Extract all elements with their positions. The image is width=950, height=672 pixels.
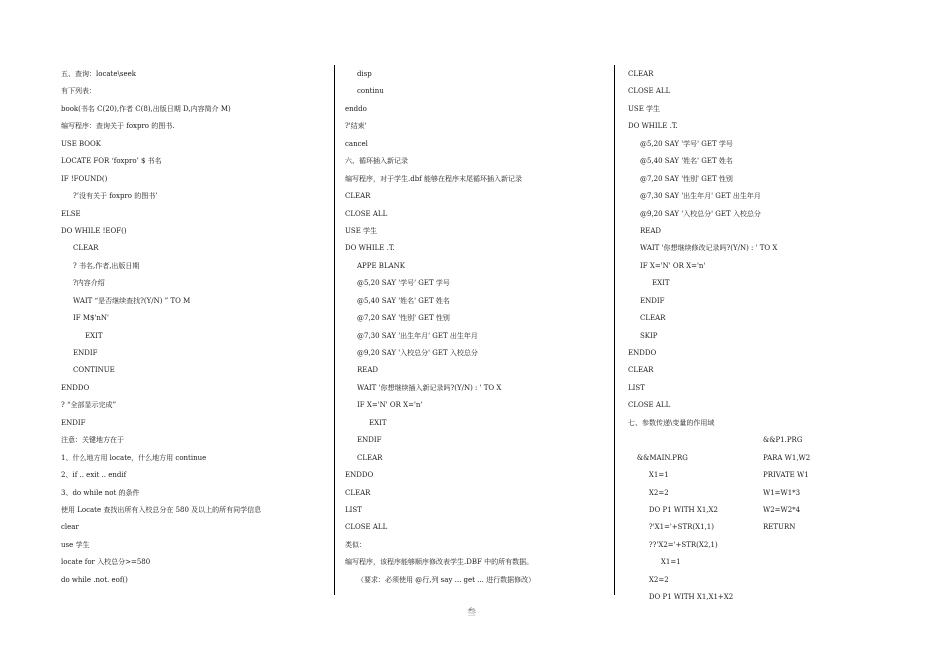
main-prg-code: &&MAIN.PRG [636, 453, 688, 462]
text-line: 1、什么地方用 locate，什么地方用 continue [61, 453, 207, 462]
text-line: CLEAR [628, 70, 654, 78]
text-line: CLEAR [357, 453, 383, 462]
main-prg-code: X1=1 [660, 558, 681, 567]
main-prg-code: ?'X1='+STR(X1,1) [648, 523, 714, 532]
text-line: 七、参数传递\变量的作用域 [628, 418, 715, 427]
p1-prg-code: PARA W1,W2 [763, 453, 811, 462]
text-line: @5,20 SAY '学号' GET 学号 [357, 279, 450, 288]
main-prg-code: DO P1 WITH X1,X2 [648, 505, 718, 514]
text-line: use 学生 [61, 540, 90, 549]
text-line: READ [640, 226, 662, 235]
p1-prg-code: W2=W2*4 [763, 505, 801, 514]
text-line: ?内容介绍 [73, 279, 105, 288]
text-line: IF X='N' OR X='n' [640, 261, 706, 270]
text-line: @7,30 SAY '出生年月' GET 出生年月 [640, 192, 761, 201]
p1-prg-code: W1=W1*3 [763, 488, 801, 497]
text-line: IF X='N' OR X='n' [357, 401, 423, 410]
text-line: CLEAR [628, 366, 654, 375]
text-line: book(书名 C(20),作者 C(8),出版日期 D,内容简介 M) [61, 104, 231, 113]
page-number: 叁 [467, 608, 477, 618]
main-prg-code: DO P1 WITH X1,X1+X2 [648, 593, 734, 602]
text-line: CONTINUE [73, 366, 115, 375]
text-line: CLEAR [345, 192, 371, 201]
text-line: EXIT [85, 331, 103, 340]
text-line: CLOSE ALL [345, 209, 388, 218]
main-prg-code: X1=1 [648, 471, 669, 480]
main-prg-code: X2=2 [648, 488, 669, 497]
code-split-row [628, 537, 928, 567]
text-line: LIST [628, 383, 645, 392]
text-line: IF !FOUND() [61, 174, 108, 183]
text-line: 五、查询：locate\seek [61, 70, 136, 78]
text-line: clear [61, 523, 79, 532]
text-line: WAIT “是否继续查找?(Y/N) ” TO M [73, 296, 191, 305]
text-line: USE BOOK [61, 139, 102, 148]
text-line: 使用 Locate 查找出所有入校总分在 580 及以上的所有同学信息 [61, 505, 262, 514]
text-line: do while .not. eof() [61, 575, 128, 584]
text-line: SKIP [640, 331, 658, 340]
text-column-3 [628, 66, 928, 602]
text-line: CLOSE ALL [628, 401, 671, 410]
text-line: ENDDO [628, 349, 657, 357]
text-line: DO WHILE !EOF() [61, 226, 127, 235]
text-line: ?’没有关于 foxpro 的图书’ [73, 192, 158, 201]
text-line: @7,20 SAY '性别' GET 性别 [640, 174, 733, 183]
text-line: LIST [345, 505, 362, 514]
text-line: ENDDO [345, 471, 374, 480]
text-line: @5,40 SAY '姓名' GET 姓名 [640, 157, 733, 166]
p1-prg-code: PRIVATE W1 [763, 471, 809, 480]
text-line: @5,20 SAY '学号' GET 学号 [640, 139, 733, 148]
text-line: WAIT '你想继续插入新记录吗?(Y/N) : ' TO X [357, 383, 502, 392]
text-column-1 [61, 66, 326, 589]
text-line: 编写程序，该程序能够顺序修改表学生.DBF 中的所有数据。 [345, 558, 534, 567]
text-line: WAIT '你想继续修改记录吗?(Y/N) : ' TO X [640, 244, 778, 253]
text-line: USE 学生 [628, 104, 661, 113]
main-prg-code: X2=2 [648, 575, 669, 584]
text-line: 注意：关键地方在于 [61, 436, 124, 445]
text-line: @9,20 SAY '入校总分' GET 入校总分 [357, 349, 478, 357]
code-split-row [628, 519, 928, 549]
text-line: ENDIF [73, 349, 98, 357]
text-line: 3、do while not 的条件 [61, 488, 140, 497]
text-line: enddo [345, 104, 367, 113]
text-line: （要求：必须使用 @行,列 say ... get ... 进行数据修改） [357, 575, 536, 584]
p1-prg-code: &&P1.PRG [763, 436, 803, 445]
text-line: EXIT [369, 418, 387, 427]
text-line: 编写程序：查询关于 foxpro 的图书. [61, 122, 175, 131]
text-line: ?'结束' [345, 122, 367, 131]
text-line: 类似： [345, 540, 366, 549]
text-line: disp [357, 70, 372, 78]
text-line: APPE BLANK [357, 261, 406, 270]
column-divider-right [614, 65, 615, 595]
text-line: EXIT [652, 279, 670, 288]
text-line: ENDDO [61, 383, 90, 392]
text-line: ENDIF [640, 296, 665, 305]
text-line: CLEAR [73, 244, 99, 253]
text-line: 编写程序，对于学生.dbf 能够在程序末尾循环插入新记录 [345, 174, 523, 183]
text-line: @7,30 SAY '出生年月' GET 出生年月 [357, 331, 478, 340]
text-line: CLOSE ALL [345, 523, 388, 532]
p1-prg-code: RETURN [763, 523, 796, 532]
text-line: ENDIF [61, 418, 86, 427]
text-line: LOCATE FOR ‘foxpro’ $ 书名 [61, 157, 162, 166]
text-line: ELSE [61, 209, 81, 218]
text-line: IF M$'nN' [73, 314, 109, 323]
code-split-row [628, 572, 928, 602]
text-line: @5,40 SAY '姓名' GET 姓名 [357, 296, 450, 305]
text-line: 六、循环插入新记录 [345, 157, 408, 166]
text-line: @9,20 SAY '入校总分' GET 入校总分 [640, 209, 761, 218]
column-divider-left [334, 65, 335, 595]
text-line: CLOSE ALL [628, 87, 671, 96]
text-line: CLEAR [640, 314, 666, 323]
text-line: 2、if .. exit .. endif [61, 471, 127, 480]
text-line: CLEAR [345, 488, 371, 497]
text-line: 有下列表： [61, 87, 96, 96]
text-line: DO WHILE .T. [628, 122, 678, 131]
text-line: locate for 入校总分>=580 [61, 558, 151, 567]
text-line: READ [357, 366, 379, 375]
text-line: ENDIF [357, 436, 382, 445]
text-line: ? “全部显示完成” [61, 401, 117, 410]
main-prg-code: ??'X2='+STR(X2,1) [648, 540, 718, 549]
code-split-row [628, 554, 928, 584]
text-line: USE 学生 [345, 226, 378, 235]
text-line: ? 书名,作者,出版日期 [73, 261, 140, 270]
text-line: cancel [345, 139, 368, 148]
text-line: DO WHILE .T. [345, 244, 395, 253]
text-column-2 [345, 66, 610, 589]
text-line: continu [357, 87, 384, 96]
text-line: @7,20 SAY '性别' GET 性别 [357, 314, 450, 323]
